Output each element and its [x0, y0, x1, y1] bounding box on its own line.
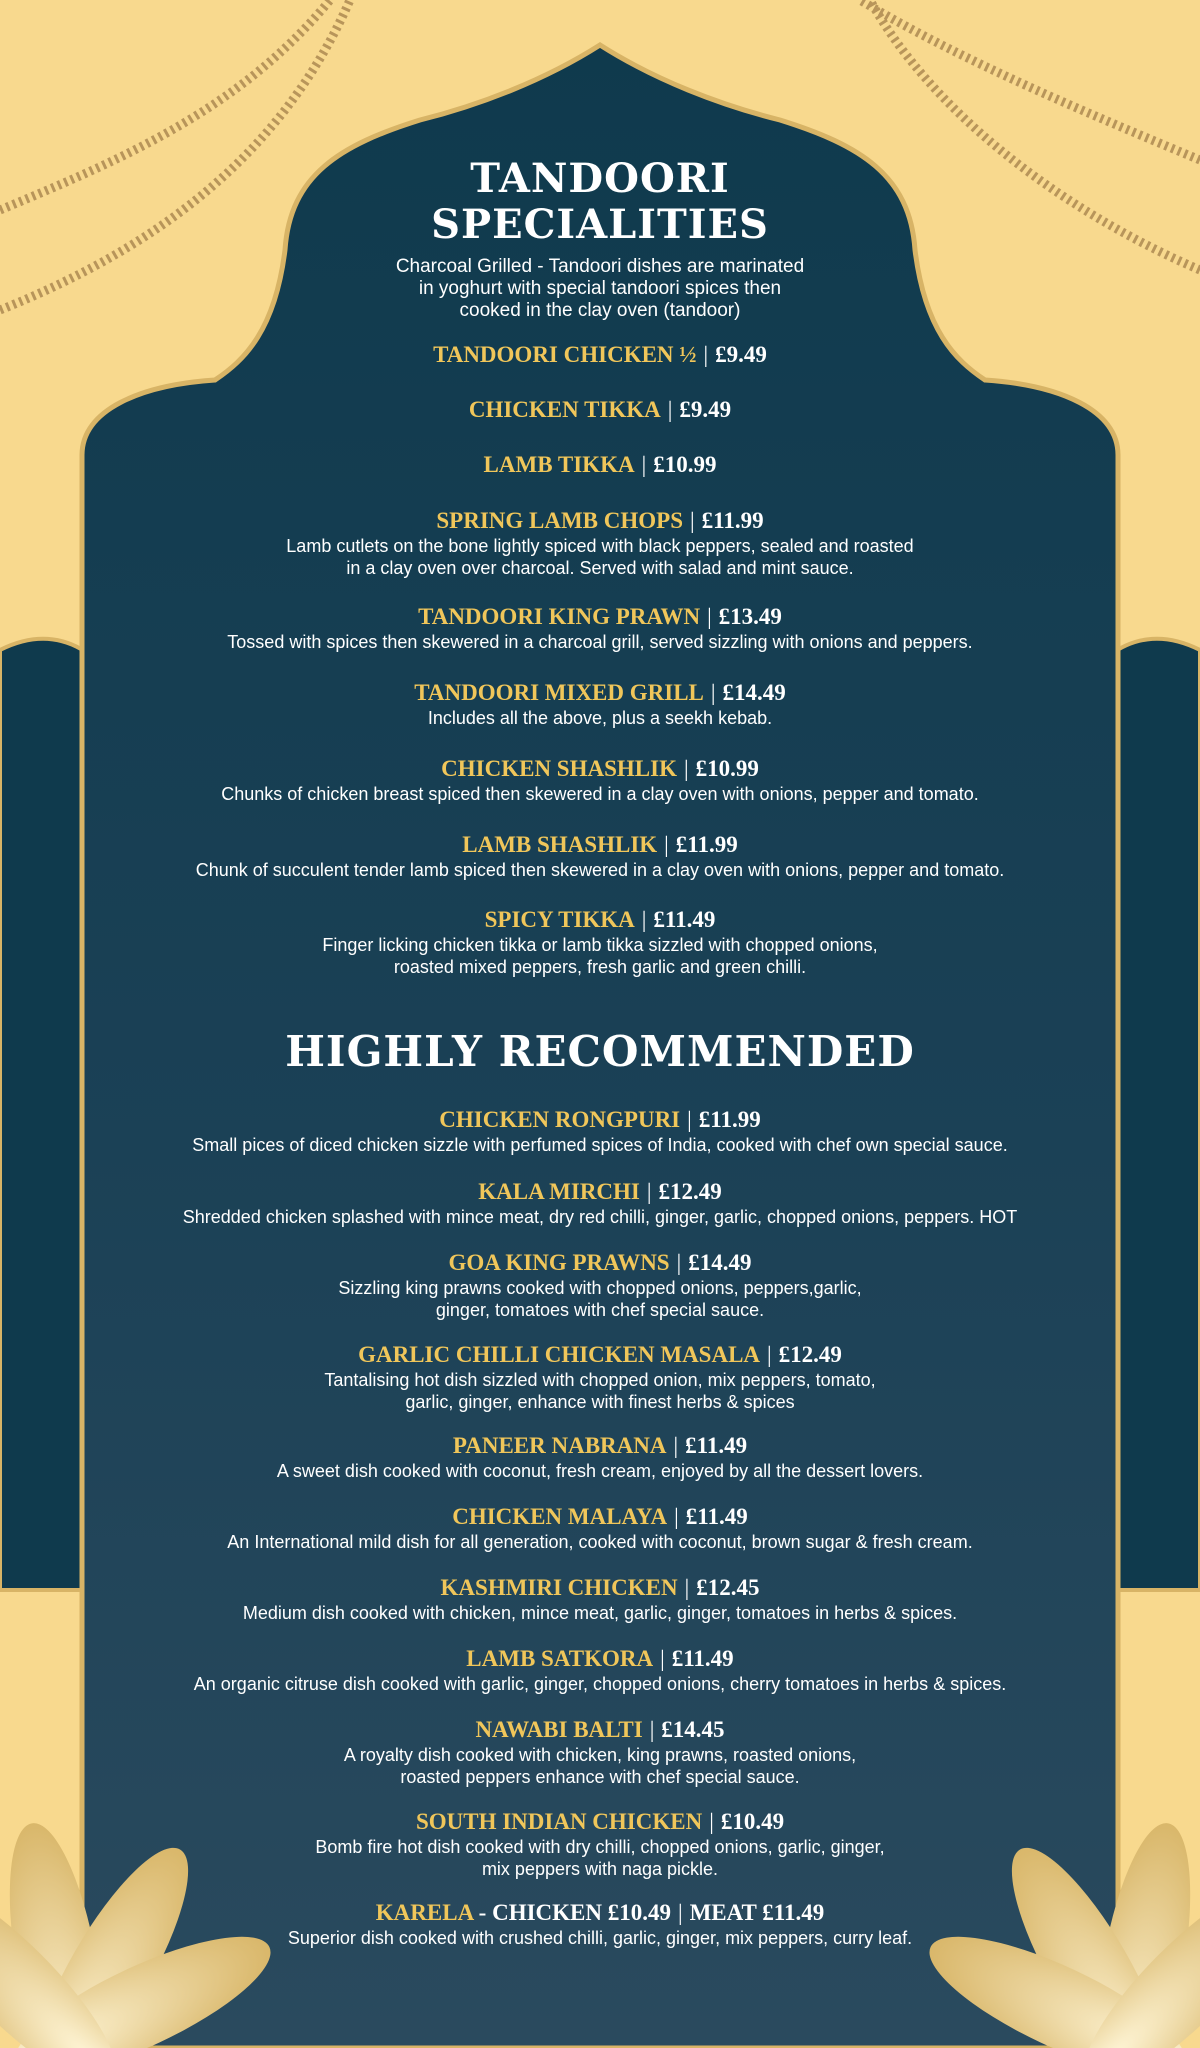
price-separator: |	[687, 1107, 692, 1132]
intro-line: cooked in the clay oven (tandoor)	[459, 300, 741, 321]
intro-line: in yoghurt with special tandoori spices then	[418, 278, 782, 299]
menu-item-title	[0, 1503, 1200, 1531]
menu-item-title	[0, 906, 1200, 934]
menu-item-price: £10.99	[653, 452, 717, 477]
description-line: Includes all the above, plus a seekh kebab.	[427, 708, 773, 728]
description-line: Superior dish cooked with crushed chilli, garlic, ginger, mix peppers, curry leaf.	[287, 1928, 913, 1948]
menu-item-name: KALA MIRCHI	[478, 1179, 640, 1204]
menu-item-title	[0, 679, 1200, 707]
price-separator: |	[667, 397, 673, 422]
description-line: Shredded chicken splashed with mince meat, dry red chilli, ginger, garlic, chopped onions, peppers. HOT	[182, 1207, 1018, 1227]
description-line: Sizzling king prawns cooked with chopped onions, peppers,garlic,	[338, 1278, 862, 1298]
menu-item-name: LAMB TIKKA	[483, 452, 635, 477]
menu-item-description	[0, 1134, 1200, 1156]
price-separator: |	[673, 1433, 679, 1458]
menu-item-title	[0, 1341, 1200, 1369]
menu-item-title	[0, 1574, 1200, 1602]
menu-item-price: £14.45	[661, 1717, 725, 1742]
menu-item-description	[0, 1673, 1200, 1695]
menu-item	[0, 1716, 1200, 1788]
highly-recommended-heading: HIGHLY RECOMMENDED	[285, 1027, 915, 1076]
menu-item-title	[0, 1645, 1200, 1673]
menu-item-name: TANDOORI MIXED GRILL	[414, 680, 704, 705]
description-line: mix peppers with naga pickle.	[481, 1859, 719, 1879]
price-separator: |	[684, 1575, 690, 1600]
menu-item	[0, 679, 1200, 729]
description-line: A sweet dish cooked with coconut, fresh cream, enjoyed by all the dessert lovers.	[276, 1461, 924, 1481]
price-separator: |	[641, 907, 647, 932]
menu-item-name: CHICKEN TIKKA	[468, 397, 661, 422]
menu-item-name: CHICKEN SHASHLIK	[441, 756, 677, 781]
price-separator: |	[703, 342, 709, 367]
price-separator: |	[649, 1717, 655, 1742]
menu-item	[0, 1249, 1200, 1321]
menu-item-price: MEAT £11.49	[689, 1900, 825, 1925]
menu-item-title	[0, 451, 1200, 479]
description-line: Medium dish cooked with chicken, mince meat, garlic, ginger, tomatoes in herbs & spices.	[242, 1603, 958, 1623]
menu-item-variant: - CHICKEN £10.49	[472, 1900, 671, 1925]
menu-item-description	[0, 783, 1200, 805]
menu-item-description	[0, 1927, 1200, 1949]
description-line: Chunk of succulent tender lamb spiced then skewered in a clay oven with onions, pepper and tomato.	[195, 860, 1005, 880]
menu-item-price: £10.49	[720, 1809, 785, 1834]
menu-item-title	[0, 396, 1200, 424]
tandoori-intro	[0, 256, 1200, 322]
description-line: Bomb fire hot dish cooked with dry chilli, chopped onions, garlic, ginger,	[315, 1837, 885, 1857]
menu-item	[0, 1645, 1200, 1695]
description-line: in a clay oven over charcoal. Served with salad and mint sauce.	[346, 558, 854, 578]
menu-item-price: £9.49	[715, 342, 767, 367]
menu-item-title	[0, 1432, 1200, 1460]
menu-item-title	[0, 507, 1200, 535]
menu-item-name: GOA KING PRAWNS	[448, 1250, 670, 1275]
price-separator: |	[707, 604, 712, 629]
menu-item-description	[0, 1460, 1200, 1482]
menu-item-price: £11.99	[701, 508, 764, 533]
menu-item-name: CHICKEN RONGPURI	[439, 1107, 681, 1132]
menu-item-title	[0, 1716, 1200, 1744]
menu-item-description	[0, 707, 1200, 729]
menu-item-price: £12.49	[778, 1342, 842, 1367]
menu-item-description	[0, 1836, 1200, 1880]
heading-line-1: TANDOORI	[470, 155, 730, 202]
menu-item-title	[0, 831, 1200, 859]
menu-item-name: TANDOORI KING PRAWN	[418, 604, 701, 629]
menu-item	[0, 1341, 1200, 1413]
menu-item-title	[0, 1899, 1200, 1927]
menu-item-description	[0, 1277, 1200, 1321]
description-line: garlic, ginger, enhance with finest herbs & spices	[405, 1392, 795, 1412]
menu-item-title	[0, 1249, 1200, 1277]
menu-item-name: NAWABI BALTI	[475, 1717, 643, 1742]
menu-item-price: £11.99	[675, 832, 738, 857]
menu-item-name: LAMB SHASHLIK	[462, 832, 658, 857]
menu-item	[0, 1106, 1200, 1156]
menu-item	[0, 1432, 1200, 1482]
menu-item-description	[0, 859, 1200, 881]
menu-item-price: £11.99	[698, 1107, 761, 1132]
menu-item	[0, 1178, 1200, 1228]
description-line: Chunks of chicken breast spiced then skewered in a clay oven with onions, pepper and tomato.	[221, 784, 979, 804]
tandoori-specialities-heading	[0, 156, 1200, 248]
description-line: An organic citruse dish cooked with garlic, ginger, chopped onions, cherry tomatoes in herbs & spices.	[193, 1674, 1007, 1694]
price-separator: |	[709, 1809, 714, 1834]
description-line: Tantalising hot dish sizzled with chopped onion, mix peppers, tomato,	[324, 1370, 876, 1390]
menu-item	[0, 603, 1200, 653]
price-separator: |	[664, 832, 669, 857]
price-separator: |	[710, 680, 716, 705]
menu-item-price: £14.49	[722, 680, 786, 705]
menu-item-name: SOUTH INDIAN CHICKEN	[415, 1809, 703, 1834]
menu-item	[0, 906, 1200, 978]
menu-item-price: £14.49	[688, 1250, 752, 1275]
description-line: Tossed with spices then skewered in a charcoal grill, served sizzling with onions and peppers.	[227, 632, 973, 652]
menu-item-name: TANDOORI CHICKEN ½	[433, 342, 697, 367]
price-separator: |	[683, 756, 689, 781]
menu-item	[0, 1808, 1200, 1880]
menu-item-title	[0, 755, 1200, 783]
menu-item-price: £11.49	[685, 1504, 748, 1529]
menu-item-price: £10.99	[695, 756, 759, 781]
menu-item	[0, 831, 1200, 881]
menu-item-title	[0, 1178, 1200, 1206]
menu-item-name: CHICKEN MALAYA	[452, 1504, 668, 1529]
menu-item-price: £13.49	[718, 604, 782, 629]
description-line: roasted peppers enhance with chef special sauce.	[400, 1767, 800, 1787]
menu-item-name: SPICY TIKKA	[484, 907, 635, 932]
intro-line: Charcoal Grilled - Tandoori dishes are marinated	[395, 256, 805, 277]
menu-item	[0, 507, 1200, 579]
price-separator: |	[660, 1646, 665, 1671]
menu-item	[0, 755, 1200, 805]
menu-item-title	[0, 341, 1200, 369]
price-separator: |	[767, 1342, 772, 1367]
heading-line-2: SPECIALITIES	[431, 201, 769, 248]
menu-item-name: KASHMIRI CHICKEN	[440, 1575, 678, 1600]
menu-item-title	[0, 1808, 1200, 1836]
menu-item-price: £12.45	[696, 1575, 760, 1600]
menu-item-name: GARLIC CHILLI CHICKEN MASALA	[358, 1342, 761, 1367]
description-line: An International mild dish for all generation, cooked with coconut, brown sugar & fresh cream.	[227, 1532, 973, 1552]
menu-item-price: £11.49	[671, 1646, 734, 1671]
menu-item	[0, 341, 1200, 369]
description-line: Finger licking chicken tikka or lamb tikka sizzled with chopped onions,	[322, 935, 878, 955]
menu-item	[0, 1899, 1200, 1949]
description-line: ginger, tomatoes with chef special sauce.	[435, 1300, 765, 1320]
description-line: roasted mixed peppers, fresh garlic and green chilli.	[393, 957, 807, 977]
description-line: Small pices of diced chicken sizzle with perfumed spices of India, cooked with chef own special sauce.	[192, 1135, 1008, 1155]
menu-item-price: £12.49	[658, 1179, 722, 1204]
menu-item-name: KARELA	[375, 1900, 473, 1925]
menu-item	[0, 1574, 1200, 1624]
menu-item-title	[0, 603, 1200, 631]
menu-item-name: LAMB SATKORA	[466, 1646, 654, 1671]
menu-item-description	[0, 1531, 1200, 1553]
menu-item-description	[0, 535, 1200, 579]
menu-item-description	[0, 1602, 1200, 1624]
menu-item-description	[0, 1744, 1200, 1788]
menu-item-price: £11.49	[685, 1433, 748, 1458]
menu-item-description	[0, 934, 1200, 978]
price-separator: |	[690, 508, 695, 533]
menu-item-description	[0, 631, 1200, 653]
menu-item-price: £11.49	[653, 907, 716, 932]
price-separator: |	[641, 452, 647, 477]
description-line: A royalty dish cooked with chicken, king prawns, roasted onions,	[343, 1745, 857, 1765]
price-separator: |	[677, 1900, 683, 1925]
menu-item-name: SPRING LAMB CHOPS	[436, 508, 684, 533]
price-separator: |	[674, 1504, 679, 1529]
menu-item	[0, 451, 1200, 479]
price-separator: |	[646, 1179, 652, 1204]
menu-item-price: £9.49	[679, 397, 732, 422]
menu-item-title	[0, 1106, 1200, 1134]
menu-item	[0, 396, 1200, 424]
menu-item	[0, 1503, 1200, 1553]
menu-item-description	[0, 1206, 1200, 1228]
menu-item-description	[0, 1369, 1200, 1413]
menu-item-name: PANEER NABRANA	[452, 1433, 667, 1458]
price-separator: |	[676, 1250, 682, 1275]
description-line: Lamb cutlets on the bone lightly spiced with black peppers, sealed and roasted	[286, 536, 914, 556]
